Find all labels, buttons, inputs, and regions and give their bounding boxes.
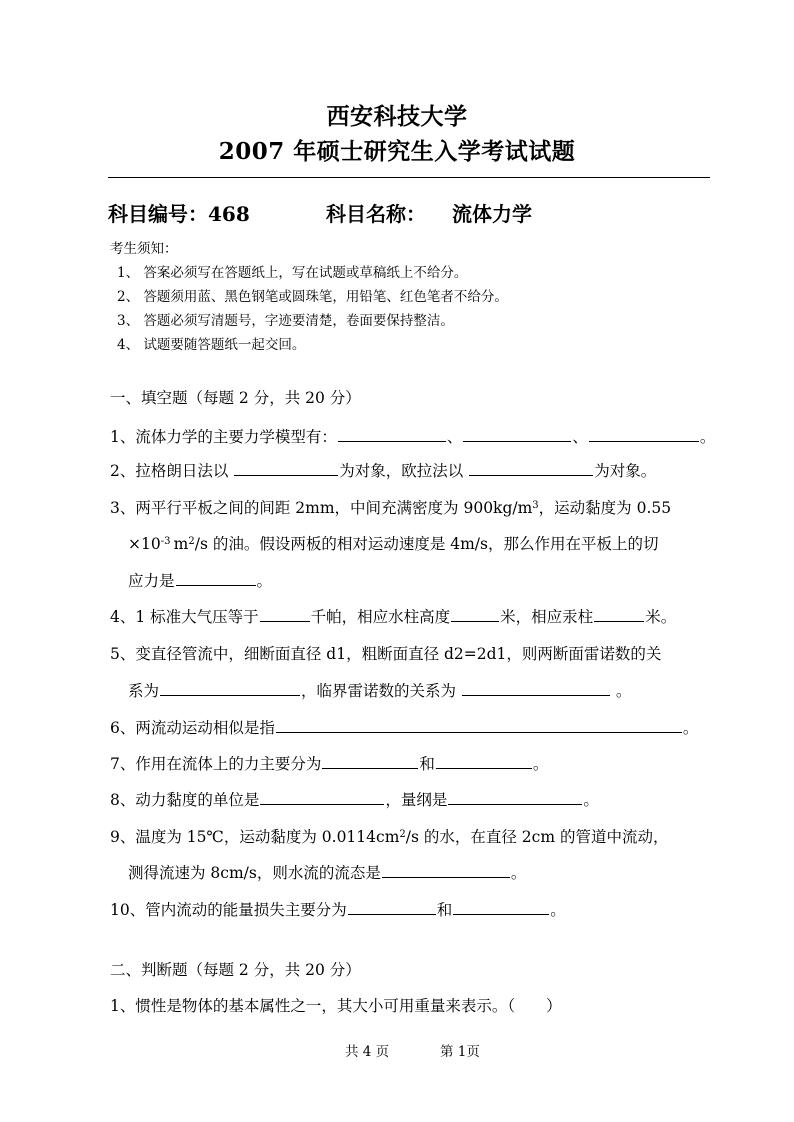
question-4: 4、1 标准大气压等于 千帕，相应水柱高度 米，相应汞柱 米。 bbox=[110, 608, 677, 626]
answer-blank[interactable] bbox=[322, 753, 418, 769]
subject-name-value: 流体力学 bbox=[452, 202, 532, 226]
answer-blank[interactable] bbox=[436, 753, 532, 769]
question-8: 8、动力黏度的单位是 ，量纲是 。 bbox=[110, 791, 599, 809]
question-5-line-2: 系为 ，临界雷诺数的关系为 。 bbox=[128, 682, 632, 700]
answer-blank[interactable] bbox=[276, 717, 682, 733]
answer-blank[interactable] bbox=[594, 606, 644, 622]
answer-blank[interactable] bbox=[451, 606, 499, 622]
notice-item: 4、 试题要随答题纸一起交回。 bbox=[117, 337, 306, 353]
judgement-question-1: 1、惯性是物体的基本属性之一，其大小可用重量来表示。（ ） bbox=[110, 997, 562, 1015]
answer-blank[interactable] bbox=[589, 426, 699, 442]
answer-blank[interactable] bbox=[260, 789, 384, 805]
page-number: 第 1页 bbox=[440, 1044, 480, 1060]
question-1: 1、流体力学的主要力学模型有： 、 、 。 bbox=[110, 428, 716, 446]
question-3-line-2: $\times 10^{-3}$ $m^2/s$ 的油。假设两板的相对运动速度是 4m/s，那么作用在平板上的切 bbox=[128, 535, 659, 553]
answer-blank[interactable] bbox=[160, 680, 300, 696]
university-title: 西安科技大学 bbox=[326, 103, 468, 130]
answer-blank[interactable] bbox=[453, 899, 549, 915]
answer-blank[interactable] bbox=[469, 460, 593, 476]
answer-blank[interactable] bbox=[260, 606, 310, 622]
answer-blank[interactable] bbox=[348, 899, 436, 915]
answer-blank[interactable] bbox=[234, 460, 338, 476]
question-9-line-2: 测得流速为 8cm/s，则水流的流态是 。 bbox=[128, 864, 527, 882]
question-10: 10、管内流动的能量损失主要分为 和 。 bbox=[110, 901, 566, 919]
answer-blank[interactable] bbox=[176, 570, 256, 586]
section-heading: 二、判断题（每题 2 分，共 20 分） bbox=[110, 961, 361, 979]
notice-item: 2、 答题须用蓝、黑色钢笔或圆珠笔，用铅笔、红色笔者不给分。 bbox=[117, 289, 508, 305]
question-9-line-1: 9、温度为 15℃，运动黏度为 $0.0114cm^2/s$ 的水，在直径 2cm 的管道中流动， bbox=[110, 828, 669, 846]
notice-item: 1、 答案必须写在答题纸上，写在试题或草稿纸上不给分。 bbox=[117, 265, 468, 281]
notice-title: 考生须知： bbox=[110, 241, 178, 257]
answer-blank[interactable] bbox=[462, 680, 610, 696]
question-2: 2、拉格朗日法以 为对象，欧拉法以 为对象。 bbox=[110, 462, 657, 480]
answer-blank[interactable] bbox=[338, 426, 446, 442]
question-3-line-1: 3、两平行平板之间的间距 2mm，中间充满密度为 $900kg/m^3$，运动黏度为 0.55 bbox=[110, 499, 672, 517]
subject-name-label: 科目名称： bbox=[326, 202, 426, 226]
answer-blank[interactable] bbox=[382, 862, 510, 878]
question-7: 7、作用在流体上的力主要分为 和 。 bbox=[110, 755, 549, 773]
question-5-line-1: 5、变直径管流中，细断面直径 d1，粗断面直径 d2=2d1，则两断面雷诺数的关 bbox=[110, 645, 662, 663]
header-divider bbox=[108, 177, 710, 178]
page-total: 共 4 页 bbox=[345, 1044, 390, 1060]
section-heading: 一、填空题（每题 2 分，共 20 分） bbox=[110, 389, 361, 407]
answer-blank[interactable] bbox=[463, 426, 571, 442]
question-6: 6、两流动运动相似是指 。 bbox=[110, 719, 699, 737]
question-3-line-3: 应力是 。 bbox=[128, 572, 273, 590]
notice-item: 3、 答题必须写清题号，字迹要清楚，卷面要保持整洁。 bbox=[117, 313, 454, 329]
answer-blank[interactable] bbox=[448, 789, 582, 805]
exam-title: 2007 年硕士研究生入学考试试题 bbox=[218, 138, 576, 165]
subject-code: 科目编号：468 bbox=[108, 202, 250, 226]
